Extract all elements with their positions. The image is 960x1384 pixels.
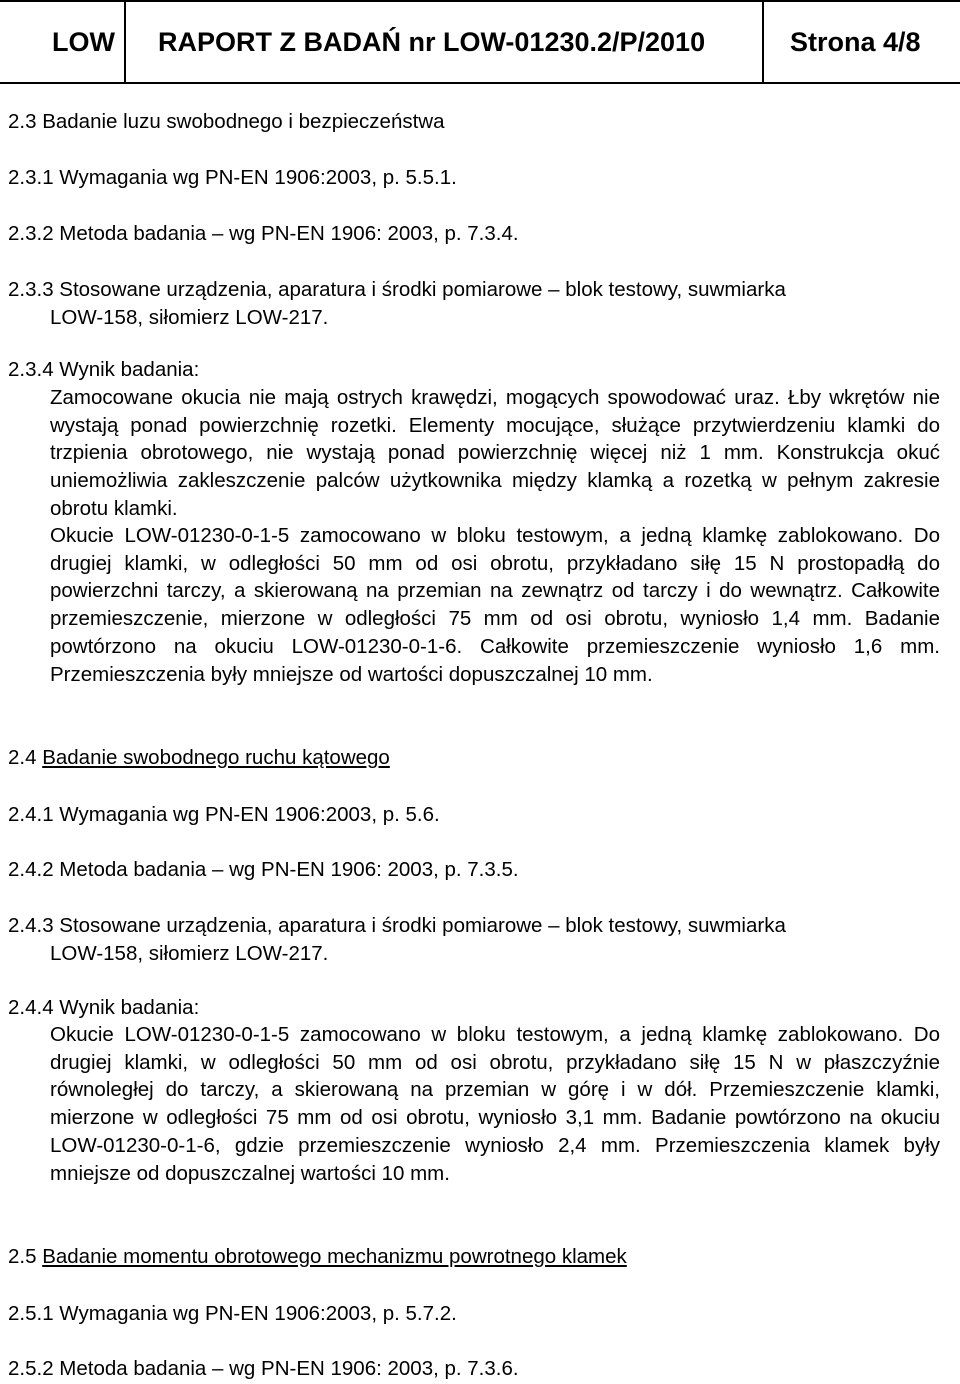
method-line: 2.3.2 Metoda badania – wg PN-EN 1906: 2003, p. 7.3.4.	[8, 222, 519, 245]
header-company: LOW	[0, 2, 126, 82]
section-number: 2.3	[8, 110, 43, 133]
header-page-number: Strona 4/8	[790, 26, 921, 57]
section-title: Badanie swobodnego ruchu kątowego	[42, 746, 390, 769]
requirements-line: 2.4.1 Wymagania wg PN-EN 1906:2003, p. 5.6.	[8, 803, 440, 826]
section-title: Badanie luzu swobodnego i bezpieczeństwa	[42, 110, 445, 133]
method-line: 2.4.2 Metoda badania – wg PN-EN 1906: 2003, p. 7.3.5.	[8, 858, 519, 881]
result-heading: 2.3.4 Wynik badania:	[8, 358, 200, 381]
requirements-line: 2.3.1 Wymagania wg PN-EN 1906:2003, p. 5.5.1.	[8, 166, 457, 189]
section-2-5-heading	[8, 1243, 627, 1271]
result-heading: 2.4.4 Wynik badania:	[8, 996, 200, 1019]
report-header	[0, 0, 960, 84]
method-line: 2.5.2 Metoda badania – wg PN-EN 1906: 2003, p. 7.3.6.	[8, 1357, 519, 1380]
equipment-line: 2.4.3 Stosowane urządzenia, aparatura i środki pomiarowe – blok testowy, suwmiarka	[8, 914, 786, 937]
equipment-line: 2.3.3 Stosowane urządzenia, aparatura i środki pomiarowe – blok testowy, suwmiarka	[8, 278, 786, 301]
equipment-line-cont: LOW-158, siłomierz LOW-217.	[50, 306, 329, 329]
requirements-line: 2.5.1 Wymagania wg PN-EN 1906:2003, p. 5.7.2.	[8, 1302, 457, 1325]
section-number: 2.4	[8, 746, 43, 769]
section-number: 2.5	[8, 1245, 43, 1268]
header-report-title: RAPORT Z BADAŃ nr LOW-01230.2/P/2010	[126, 2, 764, 82]
section-title: Badanie momentu obrotowego mechanizmu powrotnego klamek	[42, 1245, 627, 1268]
section-2-3-heading	[8, 108, 445, 136]
section-2-4-heading	[8, 744, 390, 772]
result-paragraph: Okucie LOW-01230-0-1-5 zamocowano w bloku testowym, a jedną klamkę zablokowano. Do drugiej klamki, w odległości 50 mm od osi obrotu, przykładano siłę 15 N w płaszczyźnie równoległej do tarczy, a skierowaną na przemian w górę i w dół. Przemieszczenie klamki, mierzone w odległości 75 mm od osi obrotu, wyniosło 3,1 mm. Badanie powtórzono na okuciu LOW-01230-0-1-6, gdzie przemieszczenie wyniosło 2,4 mm. Przemieszczenia klamek były mniejsze od dopuszczalnej wartości 10 mm.	[50, 1023, 940, 1185]
result-paragraph: Zamocowane okucia nie mają ostrych krawędzi, mogących spowodować uraz. Łby wkrętów nie wystają ponad powierzchnię rozetki. Elementy mocujące, służące przytwierdzeniu klamki do trzpienia obrotowego, nie wystają ponad powierzchnię więcej niż 1 mm. Konstrukcja okuć uniemożliwia zakleszczenie palców użytkownika między klamką a rozetką w pełnym zakresie obrotu klamki.	[50, 386, 940, 520]
result-paragraph: Okucie LOW-01230-0-1-5 zamocowano w bloku testowym, a jedną klamkę zablokowano. Do drugiej klamki, w odległości 50 mm od osi obrotu, przykładano siłę 15 N prostopadłą do powierzchni tarczy, a skierowaną na przemian na zewnątrz od tarczy i do wewnątrz. Całkowite przemieszczenie, mierzone w odległości 75 mm od osi obrotu, wyniosło 1,4 mm. Badanie powtórzono na okuciu LOW-01230-0-1-6. Całkowite przemieszczenie wyniosło 1,6 mm. Przemieszczenia były mniejsze od wartości dopuszczalnej 10 mm.	[50, 524, 940, 686]
equipment-line-cont: LOW-158, siłomierz LOW-217.	[50, 942, 329, 965]
